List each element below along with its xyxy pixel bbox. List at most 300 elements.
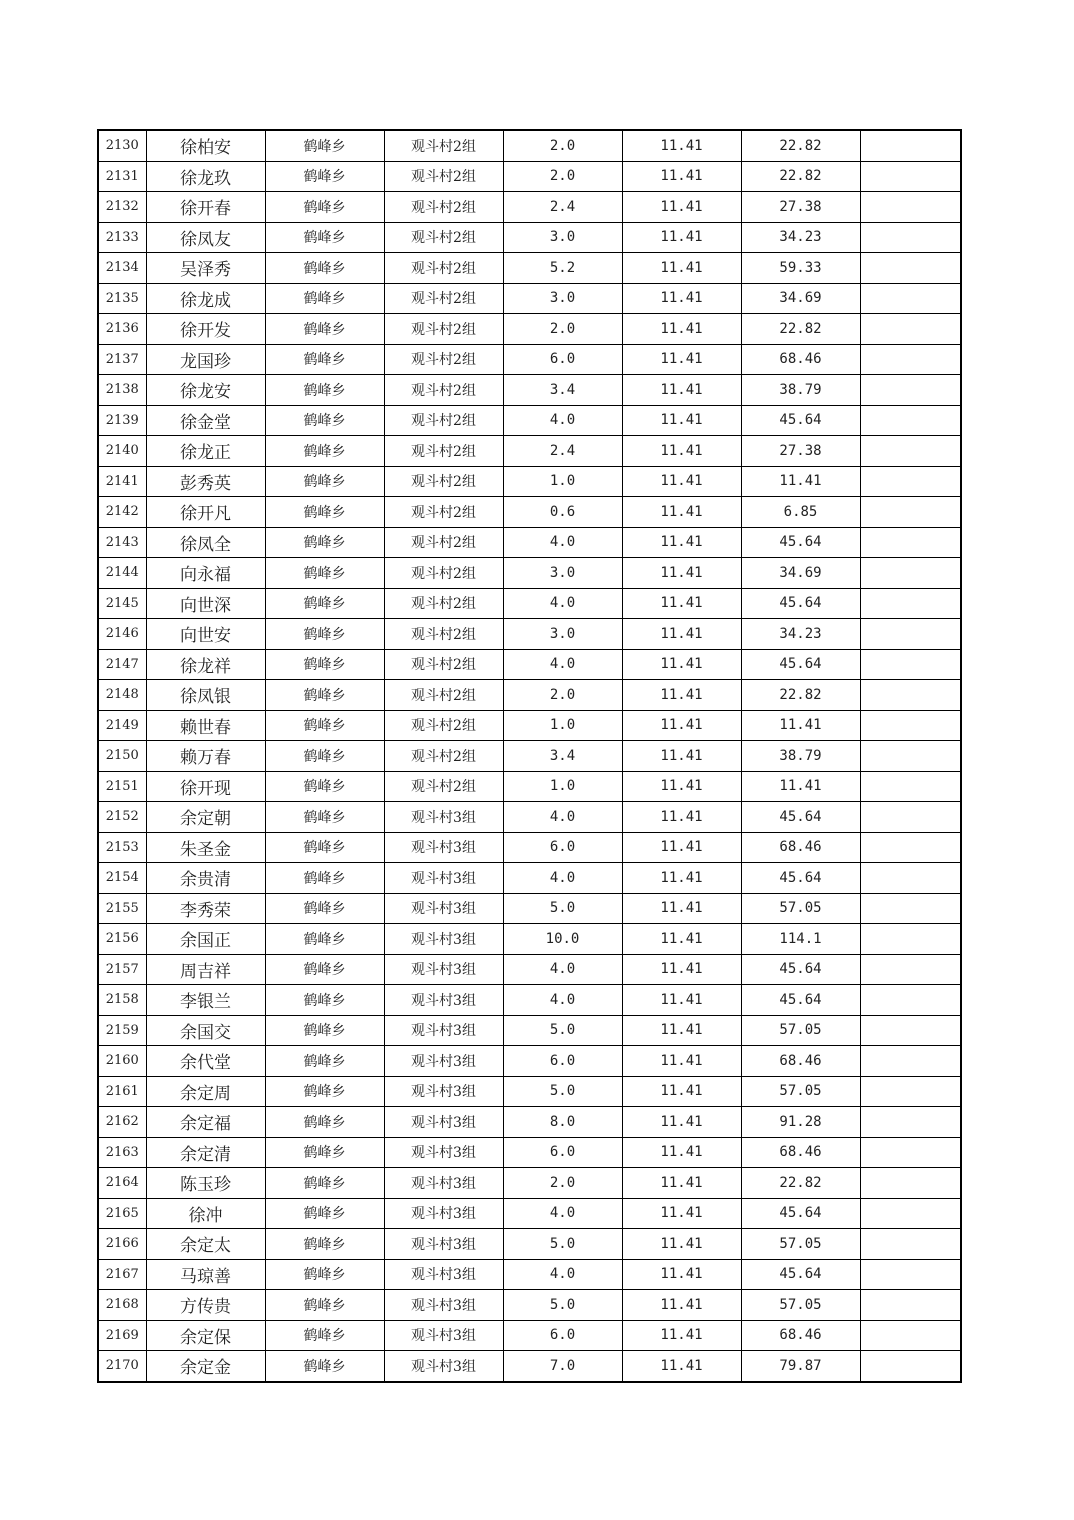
cell-id: 2150	[98, 741, 146, 772]
cell-note	[860, 863, 961, 894]
cell-rate: 11.41	[622, 649, 741, 680]
table-row	[98, 649, 961, 680]
cell-village: 观斗村2组	[384, 588, 503, 619]
cell-amount: 68.46	[741, 1046, 860, 1077]
cell-note	[860, 771, 961, 802]
cell-name: 赖万春	[146, 741, 265, 772]
cell-id: 2160	[98, 1046, 146, 1077]
table-row	[98, 1107, 961, 1138]
cell-rate: 11.41	[622, 863, 741, 894]
cell-village: 观斗村3组	[384, 863, 503, 894]
cell-village: 观斗村2组	[384, 283, 503, 314]
cell-amount: 22.82	[741, 130, 860, 161]
cell-name: 向永福	[146, 558, 265, 589]
cell-rate: 11.41	[622, 954, 741, 985]
cell-amount: 34.69	[741, 558, 860, 589]
cell-note	[860, 1076, 961, 1107]
cell-amount: 6.85	[741, 497, 860, 528]
cell-town: 鹤峰乡	[265, 1320, 384, 1351]
cell-village: 观斗村3组	[384, 1137, 503, 1168]
cell-amount: 45.64	[741, 954, 860, 985]
cell-name: 余定朝	[146, 802, 265, 833]
cell-rate: 11.41	[622, 283, 741, 314]
cell-name: 余国正	[146, 924, 265, 955]
table-row	[98, 985, 961, 1016]
cell-area: 2.4	[503, 436, 622, 467]
cell-rate: 11.41	[622, 1137, 741, 1168]
cell-note	[860, 649, 961, 680]
cell-area: 6.0	[503, 1137, 622, 1168]
cell-name: 徐开发	[146, 314, 265, 345]
cell-village: 观斗村2组	[384, 649, 503, 680]
cell-note	[860, 314, 961, 345]
cell-amount: 79.87	[741, 1351, 860, 1382]
cell-note	[860, 344, 961, 375]
cell-name: 余定周	[146, 1076, 265, 1107]
cell-area: 5.0	[503, 1229, 622, 1260]
cell-note	[860, 497, 961, 528]
cell-name: 马琼善	[146, 1259, 265, 1290]
cell-town: 鹤峰乡	[265, 954, 384, 985]
cell-rate: 11.41	[622, 1229, 741, 1260]
table-row	[98, 924, 961, 955]
cell-area: 0.6	[503, 497, 622, 528]
cell-town: 鹤峰乡	[265, 619, 384, 650]
data-table	[97, 129, 962, 1383]
cell-village: 观斗村3组	[384, 1015, 503, 1046]
cell-amount: 45.64	[741, 527, 860, 558]
cell-name: 陈玉珍	[146, 1168, 265, 1199]
cell-id: 2155	[98, 893, 146, 924]
table-row	[98, 314, 961, 345]
cell-amount: 27.38	[741, 192, 860, 223]
cell-rate: 11.41	[622, 1076, 741, 1107]
cell-village: 观斗村2组	[384, 771, 503, 802]
cell-area: 2.0	[503, 130, 622, 161]
cell-note	[860, 161, 961, 192]
cell-town: 鹤峰乡	[265, 161, 384, 192]
cell-area: 2.0	[503, 314, 622, 345]
table-row	[98, 375, 961, 406]
cell-village: 观斗村2组	[384, 710, 503, 741]
cell-rate: 11.41	[622, 466, 741, 497]
cell-note	[860, 558, 961, 589]
table-row	[98, 1259, 961, 1290]
cell-id: 2166	[98, 1229, 146, 1260]
cell-id: 2147	[98, 649, 146, 680]
cell-note	[860, 1168, 961, 1199]
cell-rate: 11.41	[622, 497, 741, 528]
table-row	[98, 130, 961, 161]
cell-id: 2134	[98, 253, 146, 284]
cell-rate: 11.41	[622, 1259, 741, 1290]
table-row	[98, 1015, 961, 1046]
cell-note	[860, 832, 961, 863]
cell-town: 鹤峰乡	[265, 802, 384, 833]
cell-rate: 11.41	[622, 253, 741, 284]
cell-area: 3.0	[503, 283, 622, 314]
cell-village: 观斗村2组	[384, 161, 503, 192]
cell-id: 2144	[98, 558, 146, 589]
cell-town: 鹤峰乡	[265, 710, 384, 741]
cell-id: 2161	[98, 1076, 146, 1107]
cell-amount: 68.46	[741, 1137, 860, 1168]
cell-village: 观斗村2组	[384, 375, 503, 406]
cell-town: 鹤峰乡	[265, 863, 384, 894]
cell-note	[860, 222, 961, 253]
cell-rate: 11.41	[622, 619, 741, 650]
table-row	[98, 1290, 961, 1321]
table-row	[98, 283, 961, 314]
cell-town: 鹤峰乡	[265, 1168, 384, 1199]
cell-town: 鹤峰乡	[265, 497, 384, 528]
cell-rate: 11.41	[622, 985, 741, 1016]
cell-area: 2.0	[503, 1168, 622, 1199]
table-row	[98, 863, 961, 894]
cell-village: 观斗村3组	[384, 1198, 503, 1229]
cell-village: 观斗村3组	[384, 985, 503, 1016]
cell-name: 徐龙正	[146, 436, 265, 467]
cell-area: 4.0	[503, 527, 622, 558]
cell-id: 2159	[98, 1015, 146, 1046]
cell-town: 鹤峰乡	[265, 985, 384, 1016]
cell-id: 2132	[98, 192, 146, 223]
cell-area: 4.0	[503, 649, 622, 680]
cell-name: 徐开现	[146, 771, 265, 802]
cell-name: 向世深	[146, 588, 265, 619]
cell-note	[860, 466, 961, 497]
cell-town: 鹤峰乡	[265, 405, 384, 436]
cell-town: 鹤峰乡	[265, 344, 384, 375]
cell-town: 鹤峰乡	[265, 527, 384, 558]
cell-note	[860, 924, 961, 955]
cell-note	[860, 1290, 961, 1321]
cell-village: 观斗村2组	[384, 558, 503, 589]
cell-name: 龙国珍	[146, 344, 265, 375]
cell-rate: 11.41	[622, 1046, 741, 1077]
cell-name: 徐金堂	[146, 405, 265, 436]
cell-area: 4.0	[503, 802, 622, 833]
table-row	[98, 436, 961, 467]
cell-town: 鹤峰乡	[265, 1198, 384, 1229]
cell-note	[860, 741, 961, 772]
cell-town: 鹤峰乡	[265, 1259, 384, 1290]
cell-area: 5.0	[503, 1076, 622, 1107]
cell-id: 2152	[98, 802, 146, 833]
cell-name: 徐凤友	[146, 222, 265, 253]
cell-note	[860, 1351, 961, 1382]
cell-village: 观斗村3组	[384, 1290, 503, 1321]
cell-village: 观斗村2组	[384, 619, 503, 650]
cell-area: 2.0	[503, 680, 622, 711]
table-row	[98, 161, 961, 192]
cell-id: 2146	[98, 619, 146, 650]
cell-name: 徐开春	[146, 192, 265, 223]
cell-name: 徐柏安	[146, 130, 265, 161]
cell-village: 观斗村2组	[384, 497, 503, 528]
cell-village: 观斗村2组	[384, 314, 503, 345]
cell-village: 观斗村3组	[384, 1351, 503, 1382]
cell-amount: 27.38	[741, 436, 860, 467]
cell-rate: 11.41	[622, 527, 741, 558]
cell-amount: 45.64	[741, 985, 860, 1016]
cell-note	[860, 1229, 961, 1260]
cell-village: 观斗村3组	[384, 832, 503, 863]
cell-rate: 11.41	[622, 771, 741, 802]
cell-name: 徐龙祥	[146, 649, 265, 680]
cell-amount: 45.64	[741, 1198, 860, 1229]
cell-id: 2156	[98, 924, 146, 955]
cell-amount: 91.28	[741, 1107, 860, 1138]
cell-town: 鹤峰乡	[265, 1076, 384, 1107]
cell-rate: 11.41	[622, 130, 741, 161]
cell-note	[860, 1015, 961, 1046]
cell-amount: 45.64	[741, 863, 860, 894]
cell-town: 鹤峰乡	[265, 1107, 384, 1138]
cell-name: 余定福	[146, 1107, 265, 1138]
table-row	[98, 832, 961, 863]
cell-town: 鹤峰乡	[265, 558, 384, 589]
table-row	[98, 344, 961, 375]
cell-amount: 22.82	[741, 314, 860, 345]
table-row	[98, 893, 961, 924]
cell-id: 2130	[98, 130, 146, 161]
table-row	[98, 253, 961, 284]
cell-rate: 11.41	[622, 893, 741, 924]
table-row	[98, 222, 961, 253]
cell-rate: 11.41	[622, 344, 741, 375]
cell-rate: 11.41	[622, 1107, 741, 1138]
cell-note	[860, 1320, 961, 1351]
cell-note	[860, 253, 961, 284]
cell-area: 6.0	[503, 1046, 622, 1077]
cell-area: 7.0	[503, 1351, 622, 1382]
cell-village: 观斗村2组	[384, 466, 503, 497]
cell-id: 2137	[98, 344, 146, 375]
cell-area: 6.0	[503, 832, 622, 863]
cell-village: 观斗村2组	[384, 222, 503, 253]
cell-area: 1.0	[503, 466, 622, 497]
cell-area: 6.0	[503, 1320, 622, 1351]
cell-name: 周吉祥	[146, 954, 265, 985]
table-row	[98, 710, 961, 741]
cell-name: 徐凤银	[146, 680, 265, 711]
cell-rate: 11.41	[622, 1198, 741, 1229]
cell-village: 观斗村3组	[384, 1259, 503, 1290]
cell-id: 2167	[98, 1259, 146, 1290]
cell-area: 3.4	[503, 741, 622, 772]
cell-id: 2169	[98, 1320, 146, 1351]
cell-note	[860, 954, 961, 985]
cell-amount: 114.1	[741, 924, 860, 955]
cell-amount: 45.64	[741, 405, 860, 436]
cell-village: 观斗村2组	[384, 436, 503, 467]
cell-amount: 45.64	[741, 802, 860, 833]
cell-amount: 34.23	[741, 619, 860, 650]
cell-village: 观斗村2组	[384, 344, 503, 375]
cell-note	[860, 1198, 961, 1229]
cell-amount: 57.05	[741, 893, 860, 924]
cell-area: 5.0	[503, 1015, 622, 1046]
cell-amount: 38.79	[741, 375, 860, 406]
cell-rate: 11.41	[622, 1168, 741, 1199]
cell-area: 4.0	[503, 405, 622, 436]
cell-amount: 57.05	[741, 1290, 860, 1321]
table-row	[98, 192, 961, 223]
cell-village: 观斗村2组	[384, 130, 503, 161]
cell-amount: 22.82	[741, 161, 860, 192]
cell-amount: 11.41	[741, 771, 860, 802]
cell-amount: 45.64	[741, 649, 860, 680]
cell-name: 朱圣金	[146, 832, 265, 863]
cell-id: 2157	[98, 954, 146, 985]
cell-town: 鹤峰乡	[265, 893, 384, 924]
cell-id: 2168	[98, 1290, 146, 1321]
cell-village: 观斗村3组	[384, 1229, 503, 1260]
cell-amount: 45.64	[741, 588, 860, 619]
cell-note	[860, 527, 961, 558]
cell-name: 李银兰	[146, 985, 265, 1016]
table-row	[98, 802, 961, 833]
cell-rate: 11.41	[622, 1320, 741, 1351]
table-row	[98, 1320, 961, 1351]
cell-area: 4.0	[503, 1198, 622, 1229]
cell-name: 余定保	[146, 1320, 265, 1351]
cell-note	[860, 710, 961, 741]
cell-name: 余定金	[146, 1351, 265, 1382]
table-row	[98, 558, 961, 589]
cell-name: 徐龙安	[146, 375, 265, 406]
cell-village: 观斗村2组	[384, 680, 503, 711]
cell-id: 2140	[98, 436, 146, 467]
cell-amount: 57.05	[741, 1229, 860, 1260]
cell-rate: 11.41	[622, 741, 741, 772]
cell-town: 鹤峰乡	[265, 680, 384, 711]
cell-town: 鹤峰乡	[265, 466, 384, 497]
cell-note	[860, 588, 961, 619]
cell-note	[860, 985, 961, 1016]
cell-village: 观斗村3组	[384, 893, 503, 924]
cell-village: 观斗村3组	[384, 1320, 503, 1351]
cell-village: 观斗村3组	[384, 924, 503, 955]
cell-amount: 11.41	[741, 466, 860, 497]
cell-name: 向世安	[146, 619, 265, 650]
cell-note	[860, 1259, 961, 1290]
cell-area: 4.0	[503, 588, 622, 619]
cell-village: 观斗村3组	[384, 1107, 503, 1138]
cell-amount: 68.46	[741, 1320, 860, 1351]
cell-id: 2138	[98, 375, 146, 406]
table-body	[98, 130, 961, 1382]
table-row	[98, 954, 961, 985]
table-row	[98, 1168, 961, 1199]
cell-rate: 11.41	[622, 192, 741, 223]
cell-name: 余贵清	[146, 863, 265, 894]
cell-id: 2131	[98, 161, 146, 192]
cell-name: 余代堂	[146, 1046, 265, 1077]
cell-note	[860, 283, 961, 314]
cell-id: 2149	[98, 710, 146, 741]
cell-town: 鹤峰乡	[265, 649, 384, 680]
cell-id: 2142	[98, 497, 146, 528]
table-row	[98, 588, 961, 619]
cell-amount: 38.79	[741, 741, 860, 772]
cell-village: 观斗村2组	[384, 405, 503, 436]
table-row	[98, 619, 961, 650]
cell-village: 观斗村2组	[384, 253, 503, 284]
table-row	[98, 771, 961, 802]
cell-amount: 68.46	[741, 832, 860, 863]
cell-amount: 22.82	[741, 680, 860, 711]
cell-id: 2163	[98, 1137, 146, 1168]
cell-area: 6.0	[503, 344, 622, 375]
cell-rate: 11.41	[622, 832, 741, 863]
cell-name: 彭秀英	[146, 466, 265, 497]
cell-name: 余国交	[146, 1015, 265, 1046]
cell-area: 2.4	[503, 192, 622, 223]
cell-rate: 11.41	[622, 375, 741, 406]
cell-name: 赖世春	[146, 710, 265, 741]
cell-name: 徐凤全	[146, 527, 265, 558]
cell-town: 鹤峰乡	[265, 375, 384, 406]
cell-area: 3.0	[503, 222, 622, 253]
cell-town: 鹤峰乡	[265, 283, 384, 314]
cell-amount: 34.23	[741, 222, 860, 253]
cell-note	[860, 1107, 961, 1138]
cell-id: 2165	[98, 1198, 146, 1229]
cell-rate: 11.41	[622, 314, 741, 345]
cell-id: 2154	[98, 863, 146, 894]
cell-rate: 11.41	[622, 405, 741, 436]
cell-area: 1.0	[503, 710, 622, 741]
cell-area: 1.0	[503, 771, 622, 802]
cell-name: 余定太	[146, 1229, 265, 1260]
cell-note	[860, 1137, 961, 1168]
cell-amount: 59.33	[741, 253, 860, 284]
cell-note	[860, 802, 961, 833]
cell-amount: 34.69	[741, 283, 860, 314]
cell-rate: 11.41	[622, 161, 741, 192]
cell-rate: 11.41	[622, 1351, 741, 1382]
table-row	[98, 405, 961, 436]
cell-id: 2170	[98, 1351, 146, 1382]
cell-area: 2.0	[503, 161, 622, 192]
cell-town: 鹤峰乡	[265, 222, 384, 253]
cell-town: 鹤峰乡	[265, 1229, 384, 1260]
cell-id: 2136	[98, 314, 146, 345]
cell-id: 2133	[98, 222, 146, 253]
cell-rate: 11.41	[622, 558, 741, 589]
cell-area: 3.0	[503, 619, 622, 650]
cell-village: 观斗村2组	[384, 741, 503, 772]
cell-note	[860, 436, 961, 467]
cell-name: 徐龙成	[146, 283, 265, 314]
table-row	[98, 1076, 961, 1107]
cell-id: 2145	[98, 588, 146, 619]
table-row	[98, 1198, 961, 1229]
cell-name: 徐龙玖	[146, 161, 265, 192]
cell-amount: 57.05	[741, 1076, 860, 1107]
cell-town: 鹤峰乡	[265, 771, 384, 802]
cell-name: 余定清	[146, 1137, 265, 1168]
cell-village: 观斗村3组	[384, 802, 503, 833]
cell-town: 鹤峰乡	[265, 1137, 384, 1168]
cell-rate: 11.41	[622, 436, 741, 467]
cell-area: 3.0	[503, 558, 622, 589]
table-row	[98, 1137, 961, 1168]
cell-rate: 11.41	[622, 802, 741, 833]
cell-id: 2143	[98, 527, 146, 558]
